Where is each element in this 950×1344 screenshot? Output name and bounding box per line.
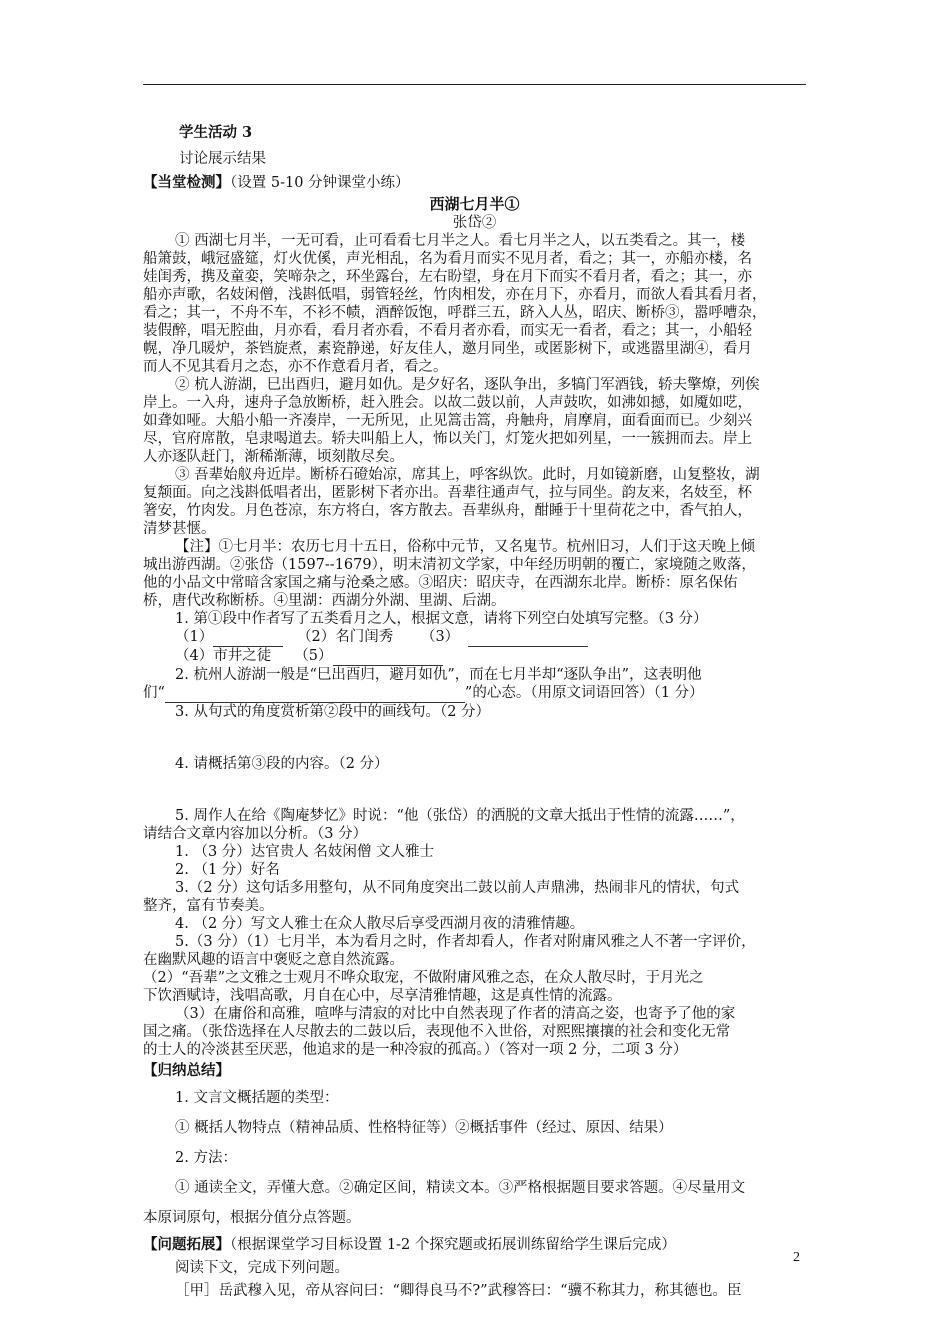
summary-item: ① 概括人物特点（精神品质、性格特征等）②概括事件（经过、原因、结果） [175,1120,673,1136]
essay-author: 张岱② [452,215,497,231]
essay-line: 幌，净几暖炉，茶铛旋煮，素瓷静递，好友佳人，邀月同坐，或匿影树下，或逃嚣里湖④，看月 [143,341,752,357]
summary-label: 【归纳总结】 [143,1062,230,1079]
check-label: 【当堂检测】 [143,174,230,191]
question-5-line-2: 请结合文章内容加以分析。（3 分） [143,826,368,842]
check-header [143,172,806,194]
extension-header [143,1233,806,1257]
essay-paragraph-3 [143,466,806,538]
answers [143,843,806,1059]
activity-heading: 学生活动 3 [179,124,253,141]
answer-5-line-6: 国之痛。（张岱选择在人尽散去的二鼓以后，表现他不入世俗，对熙熙攘攘的社会和变化无常 [143,1024,731,1040]
summary-item: 1. 文言文概括题的类型： [175,1090,339,1106]
essay-line: 如聋如哑。大船小船一齐凑岸，一无所见，止见篙击篙，舟触舟，肩摩肩，面看面而已。少刻兴 [143,413,752,429]
essay-line: 人亦逐队赶门，渐稀渐薄，顷刻散尽矣。 [143,449,404,465]
essay-paragraph-2 [143,376,806,466]
answer-5-line-5: （3）在庸俗和高雅，喧哗与清寂的对比中自然表现了作者的清高之姿，也寄予了他的家 [175,1006,736,1022]
essay-line: 清梦甚惬。 [143,521,216,537]
blank-label-2: （2）名门闺秀 [297,629,394,645]
note-line: 城出游西湖。②张岱（1597--1679），明末清初文学家，中年经历明朝的覆亡，家境随之败落， [143,557,756,573]
essay-line: 娃闺秀，携及童娈，笑啼杂之，环坐露台，左右盼望，身在月下而实不看月者，看之；其一，亦 [143,269,752,285]
extension-section [143,1233,806,1303]
essay-line: 船箫鼓，峨冠盛筵，灯火优傒，声光相乱，名为看月而实不见月者，看之；其一，亦船亦楼，名 [143,251,752,267]
essay-line: ③ 吾辈始舣舟近岸。断桥石磴始凉，席其上，呼客纵饮。此时，月如镜新磨，山复整妆，湖 [175,467,760,483]
question-1: 1. 第①段中作者写了五类看月之人，根据文意，请将下列空白处填写完整。（3 分） [175,611,708,627]
note-line: 他的小品文中常暗含家国之痛与沧桑之感。③昭庆：昭庆寺，在西湖东北岸。断桥：原名保佑 [143,575,738,591]
essay-line: 装假醉，唱无腔曲，月亦看，看月者亦看，不看月者亦看，而实无一看者，看之；其一，小船轻 [143,323,752,339]
essay-paragraph-1 [143,232,806,376]
document-page [143,120,806,1303]
essay-line: 而人不见其看月之态，亦不作意看月者，看之。 [143,359,448,375]
essay-notes [143,538,806,610]
essay-line: 岸上。一入舟，速舟子急放断桥，赶入胜会。以故二鼓以前，人声鼓吹，如沸如撼，如魇如呓， [143,395,752,411]
note-line: 【注】①七月半：农历七月十五日，俗称中元节，又名鬼节。杭州旧习，人们于这天晚上倾 [175,539,755,555]
answer-3-line-2: 整齐，富有节奏美。 [143,898,274,914]
answer-5-line-2: 在幽默风趣的语言中褒贬之意自然流露。 [143,952,404,968]
essay-line: 船亦声歌，名妓闲僧，浅斟低唱，弱管轻丝，竹肉相发，亦在月下，亦看月，而欲人看其看月者， [143,287,767,303]
answer-5-line-7: 的士人的冷淡甚至厌恶，他追求的是一种冷寂的孤高。）（答对一项 2 分，二项 3 分） [143,1042,688,1058]
question-1-row-1 [143,628,806,647]
extension-note: （根据课堂学习目标设置 1-2 个探究题或拓展训练留给学生课后完成） [230,1237,676,1253]
answer-blank-q2[interactable] [165,684,465,703]
question-2-line-2 [143,684,806,703]
question-2-suffix: ”的心态。（用原文词语回答）（1 分） [464,685,704,701]
extension-text: 阅读下文，完成下列问题。 [175,1260,349,1276]
question-2-line-1: 2. 杭州人游湖一般是“巳出酉归，避月如仇”，而在七月半却“逐队争出”，这表明他 [175,667,702,683]
essay-line: 看之；其一，不舟不车，不衫不帻，酒醉饭饱，呼群三五，跻入人丛，昭庆、断桥③，嚣呼嘈杂， [143,305,767,321]
answer-5-line-1: 5.（3 分）（1）七月半，本为看月之时，作者却看人，作者对附庸风雅之人不著一字评价， [175,934,756,950]
activity-text: 讨论展示结果 [179,151,266,167]
header-rule [143,84,806,85]
essay-title: 西湖七月半① [429,195,520,213]
essay-line: 箸安，竹肉发。月色苍凉，东方将白，客方散去。吾辈纵舟，酣睡于十里荷花之中，香气拍人， [143,503,752,519]
answer-blank-1[interactable] [213,628,283,647]
questions [143,610,806,843]
question-4: 4. 请概括第③段的内容。（2 分） [175,756,389,772]
question-5-line-1: 5. 周作人在给《陶庵梦忆》时说：“他（张岱）的洒脱的文章大抵出于性情的流露……”， [175,808,745,824]
question-1-row-2 [143,647,806,666]
blank-label-5: （5） [294,648,333,664]
answer-4: 4. （2 分）写文人雅士在众人散尽后享受西湖月夜的清雅情趣。 [175,916,585,932]
essay-line: 复颒面。向之浅斟低唱者出，匿影树下者亦出。吾辈往通声气，拉与同坐。韵友来，名妓至，杯 [143,485,752,501]
blank-label-3: （3） [420,629,460,645]
answer-blank-3[interactable] [468,628,588,647]
blank-label-1: （1） [175,629,214,645]
extension-label: 【问题拓展】 [143,1236,230,1253]
answer-5-line-4: 下饮酒赋诗，浅唱高歌，月自在心中，尽享清雅情趣，这是真性情的流露。 [143,988,622,1004]
page-number: 2 [793,1250,800,1265]
extension-text: ［甲］岳武穆入见，帝从容问曰：“卿得良马不?”武穆答曰：“骥不称其力，称其德也。臣 [175,1283,742,1299]
answer-1: 1. （3 分）达官贵人 名妓闲僧 文人雅士 [175,844,434,860]
essay-line: 尽，官府席散，皂隶喝道去。轿夫叫船上人，怖以关门，灯笼火把如列星，一一簇拥而去。岸上 [143,431,752,447]
essay-line: ② 杭人游湖，巳出酉归，避月如仇。是夕好名，逐队争出，多犒门军酒钱，轿夫擎燎，列俟 [175,377,760,393]
essay-line: ① 西湖七月半，一无可看，止可看看七月半之人。看七月半之人，以五类看之。其一，楼 [175,233,746,249]
answer-3-line-1: 3.（2 分）这句话多用整句，从不同角度突出二鼓以前人声鼎沸，热闹非凡的情状，句式 [175,880,740,896]
check-note: （设置 5-10 分钟课堂小练） [230,175,410,191]
summary-item: ① 通读全文，弄懂大意。②确定区间，精读文本。③严格根据题目要求答题。④尽量用文 [175,1180,746,1196]
question-2-prefix: 们“ [143,685,165,701]
answer-blank-5[interactable] [333,647,443,666]
summary-item: 本原词原句，根据分值分点答题。 [143,1210,361,1226]
summary-section [143,1059,806,1233]
summary-item: 2. 方法： [175,1150,237,1166]
question-3: 3. 从句式的角度赏析第②段中的画线句。（2 分） [175,704,491,720]
blank-label-4: （4）市井之徒 [175,648,272,664]
answer-2: 2. （1 分）好名 [175,862,280,878]
answer-5-line-3: （2）“吾辈”之文雅之士观月不哗众取宠，不做附庸风雅之态，在众人散尽时，于月光之 [143,970,704,986]
note-line: 桥，唐代改称断桥。④里湖：西湖分外湖、里湖、后湖。 [143,593,506,609]
